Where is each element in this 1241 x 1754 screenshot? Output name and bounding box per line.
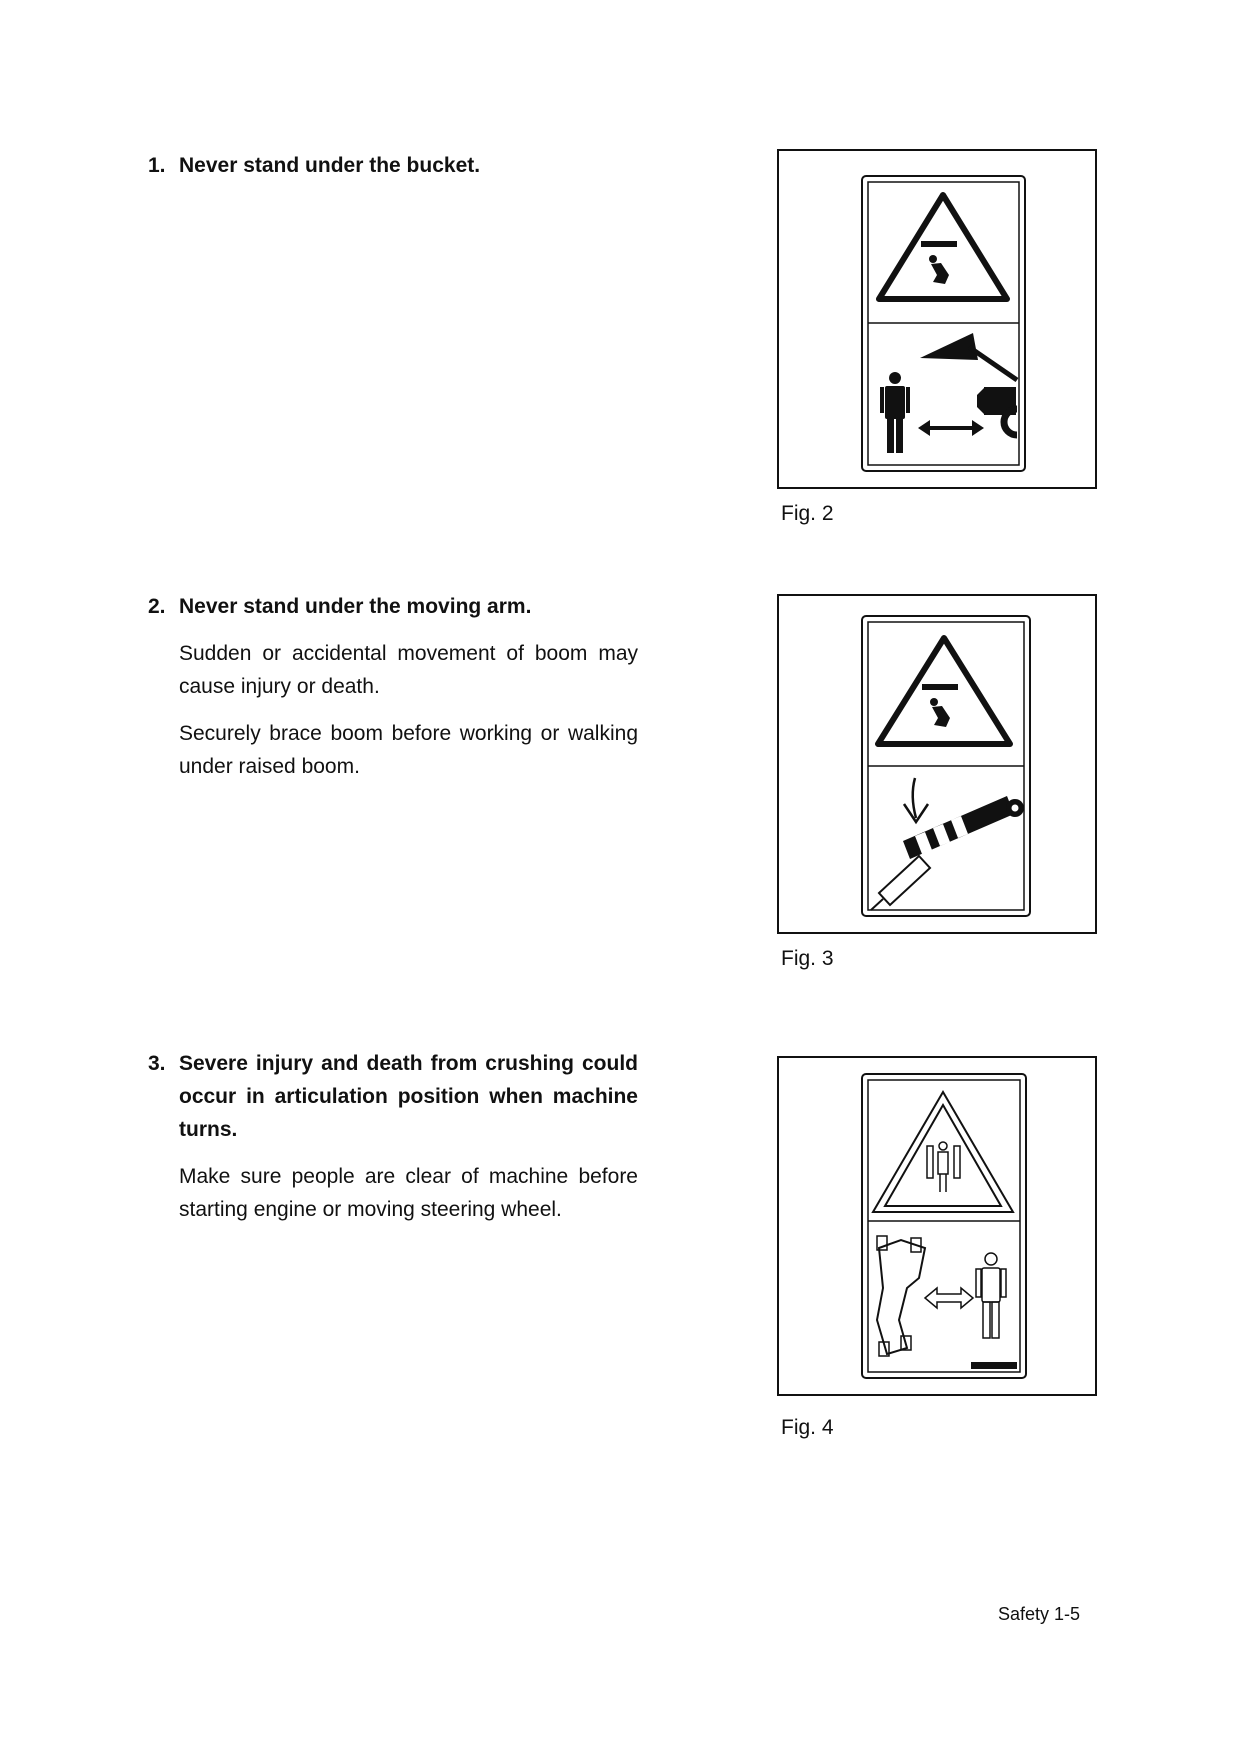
figure-3-box	[777, 594, 1097, 934]
item-title: Severe injury and death from crushing could occur in articulation position when machine turns.	[179, 1052, 638, 1141]
item-number: 3.	[148, 1052, 166, 1075]
figure-4-caption: Fig. 4	[781, 1416, 834, 1439]
safety-item-1	[148, 149, 638, 182]
boom-warning-decal-icon	[779, 596, 1099, 936]
item-title: Never stand under the moving arm.	[179, 595, 532, 618]
safety-item-2	[148, 590, 638, 783]
articulation-warning-decal-icon	[779, 1058, 1099, 1398]
bucket-warning-decal-icon	[779, 151, 1099, 491]
item-heading	[148, 590, 638, 623]
item-heading	[148, 149, 638, 182]
safety-item-3	[148, 1047, 638, 1226]
figure-2-box	[777, 149, 1097, 489]
item-number: 1.	[148, 154, 166, 177]
figure-4-box	[777, 1056, 1097, 1396]
item-number: 2.	[148, 595, 166, 618]
figure-2-caption: Fig. 2	[781, 502, 834, 525]
item-title: Never stand under the bucket.	[179, 154, 481, 177]
item-paragraph: Securely brace boom before working or walking under raised boom.	[179, 722, 638, 778]
figure-3-caption: Fig. 3	[781, 947, 834, 970]
item-paragraph: Sudden or accidental movement of boom may cause injury or death.	[179, 642, 638, 698]
item-heading	[148, 1047, 638, 1146]
page-footer-label: Safety 1-5	[998, 1604, 1081, 1624]
item-paragraph: Make sure people are clear of machine before starting engine or moving steering wheel.	[179, 1165, 638, 1221]
